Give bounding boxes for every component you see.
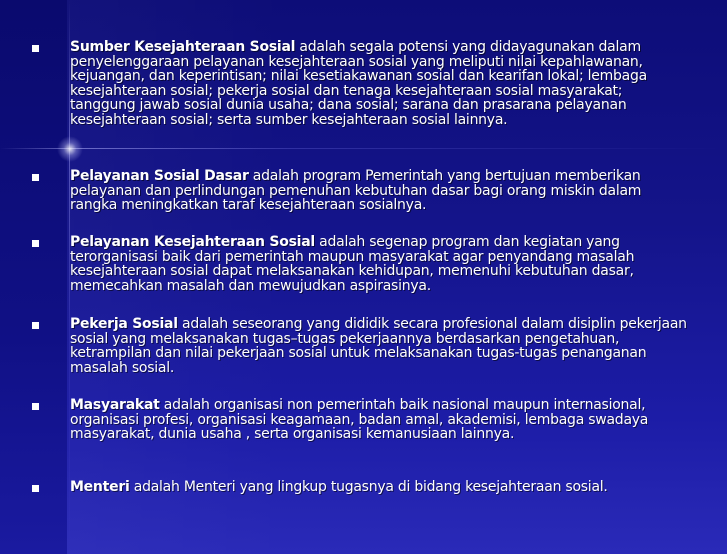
definition-term: Sumber Kesejahteraan Sosial <box>70 39 296 55</box>
definition-term: Pelayanan Kesejahteraan Sosial <box>70 234 315 250</box>
definition-body: adalah Menteri yang lingkup tugasnya di bidang kesejahteraan sosial. <box>129 479 608 495</box>
list-item-text <box>70 398 688 442</box>
square-bullet-icon <box>32 322 39 329</box>
definition-term: Pelayanan Sosial Dasar <box>70 168 249 184</box>
list-item-text <box>70 40 688 127</box>
square-bullet-icon <box>32 240 39 247</box>
square-bullet-icon <box>32 45 39 52</box>
definition-body: adalah program Pemerintah yang bertujuan memberikan pelayanan dan perlindungan pemenuhan kebutuhan dasar bagi orang miskin dalam rangka meningkatkan taraf kesejahteraan sosialnya. <box>70 168 642 213</box>
definition-term: Menteri <box>70 479 130 495</box>
definition-term: Masyarakat <box>70 397 160 413</box>
list-item-text <box>70 235 688 293</box>
square-bullet-icon <box>32 174 39 181</box>
definition-body: adalah segala potensi yang didayagunakan dalam penyelenggaraan pelayanan kesejahteraan sosial yang meliputi nilai kepahlawanan, kejuangan, dan keperintisan; nilai kesetiakawanan sosial dan kearifan lokal; lembaga kesejahteraan sosial; pekerja sosial dan tenaga kesejahteraan sosial masyarakat; tanggung jawab sosial dunia usaha; dana sosial; sarana dan prasarana pelayanan kesejahteraan sosial; serta sumber kesejahteraan sosial lainnya. <box>70 39 647 128</box>
list-item-text <box>70 169 688 213</box>
definition-body: adalah organisasi non pemerintah baik nasional maupun internasional, organisasi profesi, organisasi keagamaan, badan amal, akademisi, lembaga swadaya masyarakat, dunia usaha , serta organisasi kemanusiaan lainnya. <box>70 397 649 442</box>
list-item-text <box>70 480 688 495</box>
square-bullet-icon <box>32 403 39 410</box>
definition-body: adalah segenap program dan kegiatan yang terorganisasi baik dari pemerintah maupun masyarakat agar penyandang masalah kesejahteraan sosial dapat melaksanakan kehidupan, memenuhi kebutuhan dasar, memecahkan masalah dan mewujudkan aspirasinya. <box>70 234 635 294</box>
square-bullet-icon <box>32 485 39 492</box>
definition-term: Pekerja Sosial <box>70 316 178 332</box>
list-item-text <box>70 317 688 375</box>
definition-body: adalah seseorang yang dididik secara profesional dalam disiplin pekerjaan sosial yang melaksanakan tugas–tugas pekerjaannya berdasarkan pengetahuan, ketrampilan dan nilai pekerjaan sosial untuk melaksanakan tugas-tugas penanganan masalah sosial. <box>70 316 687 376</box>
